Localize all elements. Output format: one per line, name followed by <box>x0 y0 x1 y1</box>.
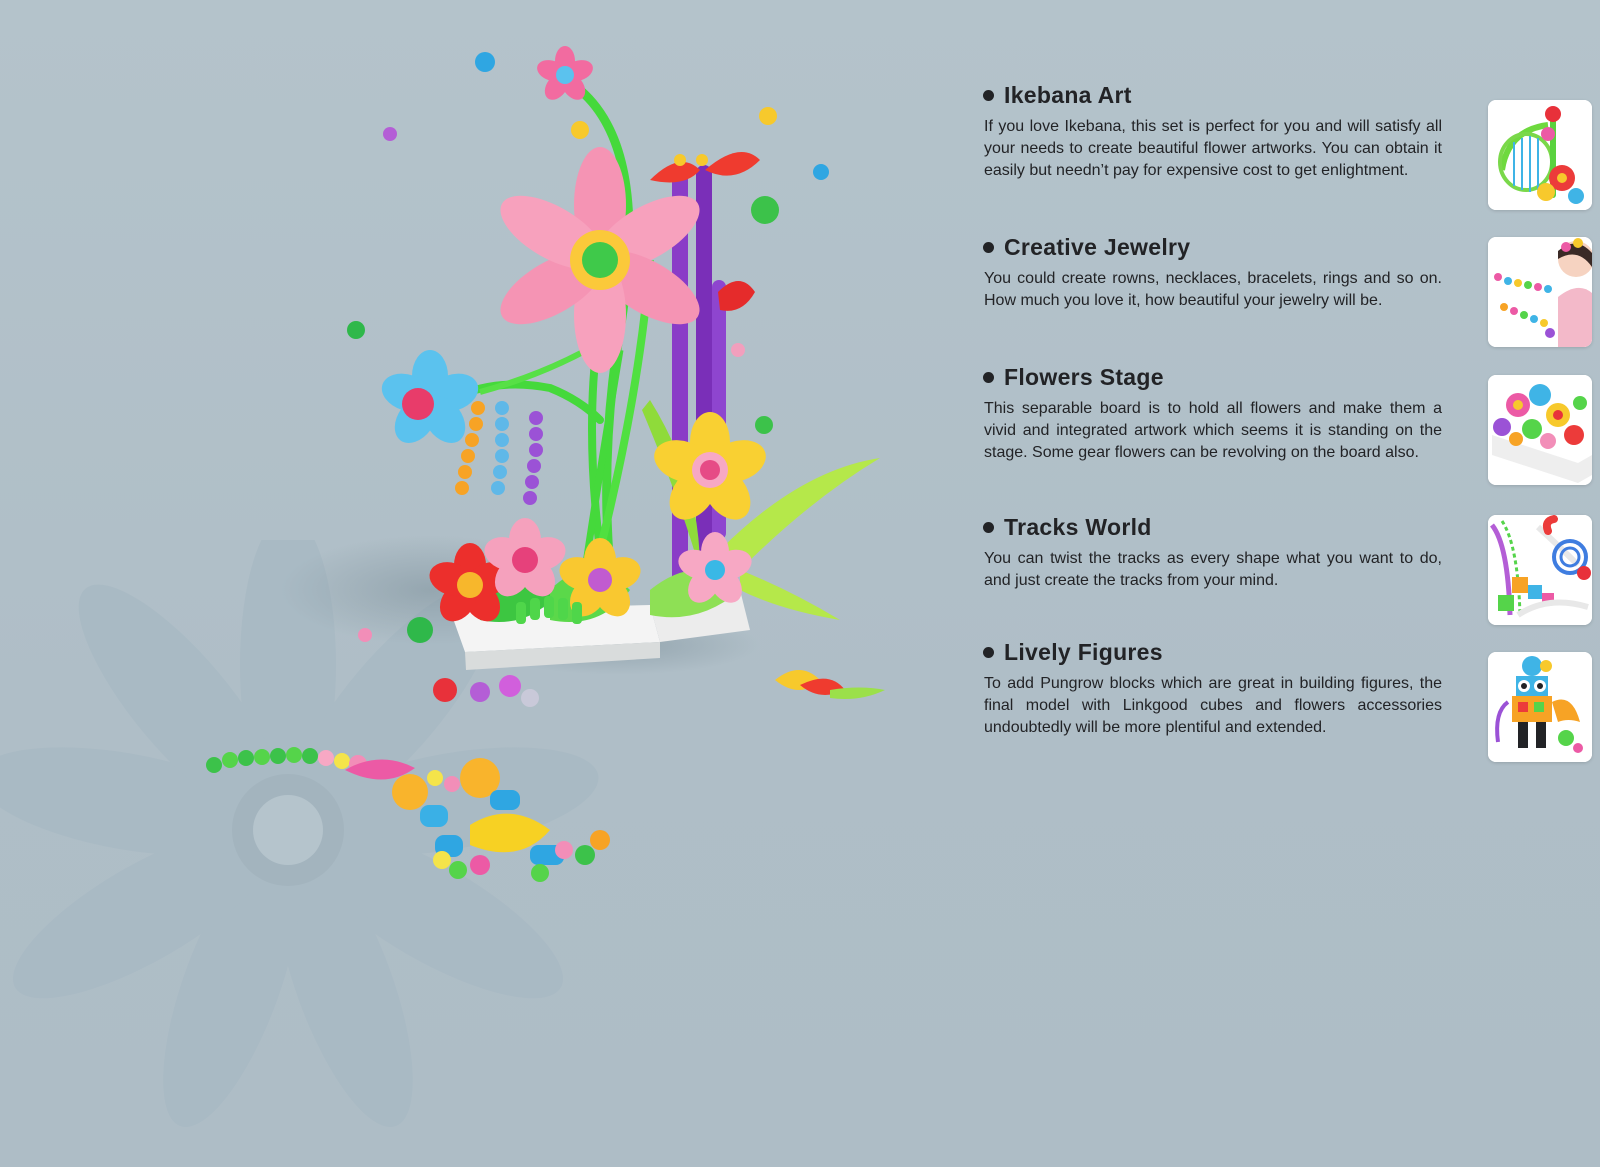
bullet-icon <box>983 522 994 533</box>
bead-necklace <box>206 747 610 882</box>
bead-strings <box>455 401 543 505</box>
thumbnail-figures <box>1488 652 1592 762</box>
feature-title <box>980 362 1164 392</box>
jewelry-thumbnail-icon <box>1488 237 1592 347</box>
feature-title <box>980 512 1152 542</box>
feature-title-text: Flowers Stage <box>1004 363 1164 390</box>
feature-title-text: Lively Figures <box>1004 638 1163 665</box>
tracks-thumbnail-icon <box>1488 515 1592 625</box>
thumbnail-flowers-stage <box>1488 375 1592 485</box>
feature-description: If you love Ikebana, this set is perfect for you and will satisfy all your needs to create beautiful flower artworks. You can obtain it easily but needn’t pay for expensive cost to get enlightment. <box>984 118 1442 179</box>
bullet-icon <box>983 372 994 383</box>
ikebana-thumbnail-icon <box>1488 100 1592 210</box>
feature-title-text: Creative Jewelry <box>1004 233 1191 260</box>
flower-arrangement-illustration <box>180 30 920 900</box>
feature-description: You could create rowns, necklaces, bracelets, rings and so on. How much you love it, how beautiful your jewelry will be. <box>984 270 1442 309</box>
feature-title-text: Tracks World <box>1004 513 1152 540</box>
figures-thumbnail-icon <box>1488 652 1592 762</box>
feature-description: To add Pungrow blocks which are great in building figures, the final model with Linkgood cubes and flowers accessories undoubtedly will be more plentiful and extended. <box>984 675 1442 736</box>
thumbnail-ikebana <box>1488 100 1592 210</box>
feature-description: You can twist the tracks as every shape what you want to do, and just create the tracks from your mind. <box>984 550 1442 589</box>
bullet-icon <box>983 647 994 658</box>
feature-list <box>980 80 1580 800</box>
feature-title <box>980 637 1163 667</box>
feature-title-text: Ikebana Art <box>1004 81 1132 108</box>
bullet-icon <box>983 90 994 101</box>
flowers-stage-thumbnail-icon <box>1488 375 1592 485</box>
thumbnail-jewelry <box>1488 237 1592 347</box>
feature-title <box>980 80 1132 110</box>
thumbnail-tracks <box>1488 515 1592 625</box>
feature-title <box>980 232 1190 262</box>
bullet-icon <box>983 242 994 253</box>
feature-description: This separable board is to hold all flowers and make them a vivid and integrated artwork which seems it is standing on the stage. Some gear flowers can be revolving on the board also. <box>984 400 1442 461</box>
